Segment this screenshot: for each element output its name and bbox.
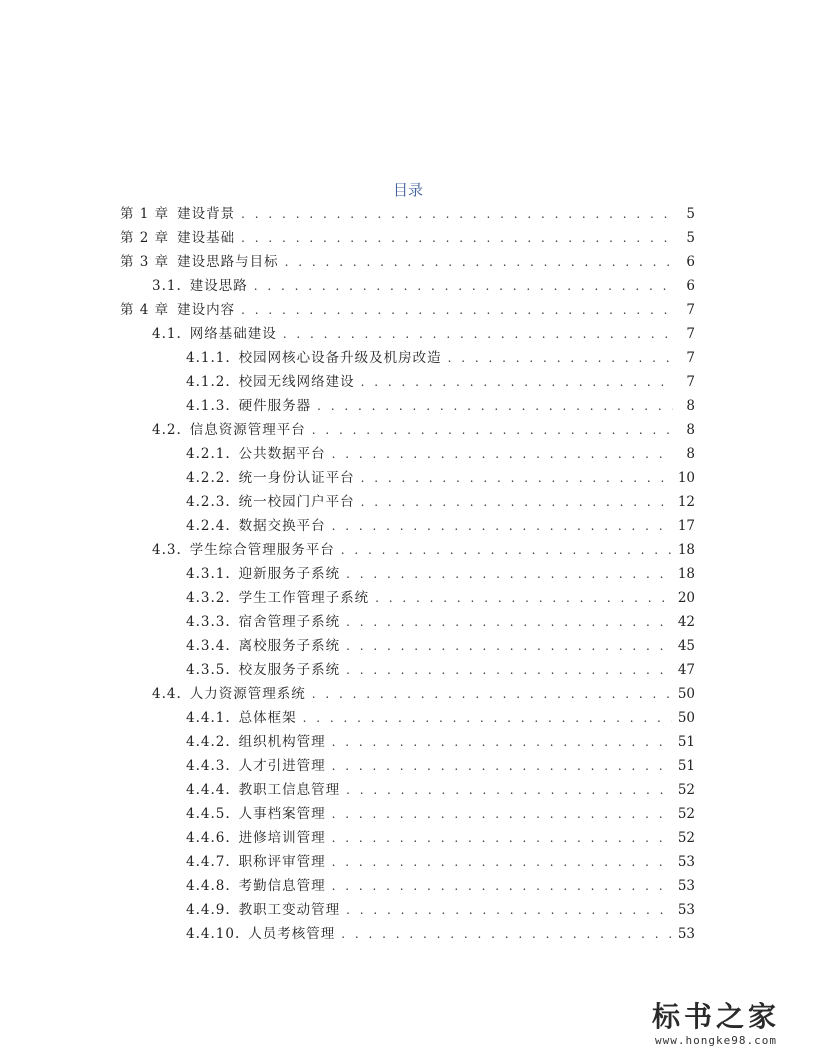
- toc-entry-number: 4.1.1.: [186, 350, 231, 366]
- toc-entry-number: 4.4.9.: [186, 902, 231, 918]
- toc-entry-title: 建设思路与目标: [177, 254, 279, 270]
- toc-dot-leader: [332, 875, 672, 897]
- toc-entry-title: 网络基础建设: [189, 326, 277, 342]
- toc-entry-page: 8: [686, 422, 695, 438]
- toc-dot-leader: [312, 683, 672, 705]
- toc-entry-number: 4.2.3.: [186, 494, 231, 510]
- toc-entry-title: 学生综合管理服务平台: [189, 542, 335, 558]
- toc-entry[interactable]: [186, 611, 695, 633]
- toc-entry[interactable]: [186, 635, 695, 657]
- toc-entry[interactable]: [120, 251, 695, 273]
- toc-entry-title: 人力资源管理系统: [189, 686, 306, 702]
- toc-entry[interactable]: [186, 371, 695, 393]
- toc-entry[interactable]: [186, 395, 695, 417]
- toc-entry-title: 建设内容: [177, 302, 236, 318]
- toc-dot-leader: [317, 395, 673, 417]
- toc-entry-title: 职称评审管理: [238, 854, 326, 870]
- toc-entry-title: 建设思路: [189, 278, 248, 294]
- toc-dot-leader: [285, 251, 673, 273]
- toc-entry-page: 51: [677, 758, 695, 774]
- toc-entry[interactable]: [186, 491, 695, 513]
- toc-entry-page: 47: [677, 662, 695, 678]
- toc-entry[interactable]: [186, 899, 695, 921]
- toc-entry-page: 8: [686, 398, 695, 414]
- watermark-url: www.hongke98.com: [655, 1034, 777, 1047]
- toc-entry[interactable]: [186, 923, 695, 945]
- toc-entry-number: 第 4 章: [120, 302, 170, 318]
- toc-entry-page: 5: [686, 230, 695, 246]
- toc-entry[interactable]: [186, 467, 695, 489]
- toc-entry[interactable]: [186, 851, 695, 873]
- toc-entry-page: 52: [677, 782, 695, 798]
- toc-dot-leader: [361, 371, 673, 393]
- toc-entry-page: 5: [686, 206, 695, 222]
- toc-entry-title: 人员考核管理: [248, 926, 336, 942]
- toc-title: 目录: [392, 181, 423, 199]
- toc-dot-leader: [346, 899, 672, 921]
- toc-dot-leader: [332, 755, 672, 777]
- toc-entry-number: 4.3.1.: [186, 566, 231, 582]
- toc-entry-number: 4.4.1.: [186, 710, 231, 726]
- toc-entry-page: 17: [677, 518, 695, 534]
- toc-entry-number: 4.3.: [152, 542, 182, 558]
- toc-entry-page: 52: [677, 830, 695, 846]
- toc-entry-title: 考勤信息管理: [238, 878, 326, 894]
- toc-entry-number: 第 1 章: [120, 206, 170, 222]
- toc-dot-leader: [361, 467, 672, 489]
- toc-entry-page: 42: [677, 614, 695, 630]
- toc-entry-number: 4.4.3.: [186, 758, 231, 774]
- toc-entry-number: 第 2 章: [120, 230, 170, 246]
- toc-entry-title: 组织机构管理: [238, 734, 326, 750]
- toc-dot-leader: [346, 563, 672, 585]
- toc-entry[interactable]: [186, 443, 695, 465]
- toc-entry-number: 4.2.4.: [186, 518, 231, 534]
- toc-dot-leader: [341, 923, 672, 945]
- toc-entry-title: 教职工变动管理: [238, 902, 341, 918]
- toc-entry-number: 4.4.8.: [186, 878, 231, 894]
- watermark-logo: [636, 1000, 796, 1048]
- toc-dot-leader: [332, 515, 672, 537]
- toc-entry-page: 51: [677, 734, 695, 750]
- toc-dot-leader: [346, 611, 672, 633]
- toc-entry-title: 教职工信息管理: [238, 782, 341, 798]
- toc-entry-number: 4.3.2.: [186, 590, 231, 606]
- toc-dot-leader: [375, 587, 672, 609]
- toc-entry[interactable]: [186, 827, 695, 849]
- toc-entry-title: 建设背景: [177, 206, 236, 222]
- toc-entry[interactable]: [152, 419, 695, 441]
- toc-entry-page: 18: [677, 542, 695, 558]
- toc-entry[interactable]: [186, 563, 695, 585]
- toc-entry-number: 4.4.: [152, 686, 182, 702]
- toc-entry-number: 4.2.2.: [186, 470, 231, 486]
- toc-entry-title: 统一校园门户平台: [238, 494, 355, 510]
- toc-entry-page: 53: [677, 854, 695, 870]
- toc-dot-leader: [332, 731, 672, 753]
- toc-entry-title: 学生工作管理子系统: [238, 590, 370, 606]
- toc-entry[interactable]: [186, 515, 695, 537]
- toc-entry-page: 50: [677, 710, 695, 726]
- toc-entry-page: 52: [677, 806, 695, 822]
- toc-entry-title: 公共数据平台: [238, 446, 326, 462]
- toc-entry-page: 53: [677, 926, 695, 942]
- toc-dot-leader: [346, 659, 672, 681]
- toc-entry-number: 4.3.4.: [186, 638, 231, 654]
- toc-dot-leader: [346, 779, 672, 801]
- toc-entry-number: 第 3 章: [120, 254, 170, 270]
- toc-entry-title: 总体框架: [238, 710, 297, 726]
- toc-dot-leader: [448, 347, 673, 369]
- toc-entry[interactable]: [120, 227, 695, 249]
- toc-entry-number: 4.2.1.: [186, 446, 231, 462]
- toc-entry-page: 7: [686, 350, 695, 366]
- toc-dot-leader: [241, 227, 673, 249]
- toc-entry-number: 4.4.2.: [186, 734, 231, 750]
- toc-dot-leader: [341, 539, 672, 561]
- toc-entry[interactable]: [186, 875, 695, 897]
- toc-entry-number: 4.3.5.: [186, 662, 231, 678]
- toc-entry[interactable]: [152, 275, 695, 297]
- toc-entry[interactable]: [186, 659, 695, 681]
- toc-entry[interactable]: [120, 203, 695, 225]
- toc-entry-page: 12: [677, 494, 695, 510]
- toc-entry[interactable]: [152, 323, 695, 345]
- toc-entry-number: 4.4.4.: [186, 782, 231, 798]
- toc-entry-title: 校园网核心设备升级及机房改造: [238, 350, 442, 366]
- toc-dot-leader: [346, 635, 672, 657]
- toc-entry-number: 4.2.: [152, 422, 182, 438]
- toc-entry-page: 50: [677, 686, 695, 702]
- toc-dot-leader: [241, 299, 673, 321]
- toc-entry-page: 20: [677, 590, 695, 606]
- toc-dot-leader: [283, 323, 673, 345]
- toc-entry-title: 校友服务子系统: [238, 662, 341, 678]
- toc-entry-title: 建设基础: [177, 230, 236, 246]
- toc-entry-page: 7: [686, 302, 695, 318]
- watermark-main-text: 标书之家: [651, 1000, 780, 1033]
- toc-entry-number: 4.1.3.: [186, 398, 231, 414]
- toc-dot-leader: [332, 803, 672, 825]
- toc-dot-leader: [303, 707, 672, 729]
- toc-dot-leader: [332, 827, 672, 849]
- toc-entry-title: 校园无线网络建设: [238, 374, 355, 390]
- toc-dot-leader: [361, 491, 672, 513]
- toc-dot-leader: [312, 419, 673, 441]
- toc-entry[interactable]: [186, 731, 695, 753]
- toc-entry-title: 离校服务子系统: [238, 638, 341, 654]
- toc-entry-number: 4.1.: [152, 326, 182, 342]
- toc-entry-page: 8: [686, 446, 695, 462]
- toc-entry[interactable]: [186, 707, 695, 729]
- toc-entry-title: 迎新服务子系统: [238, 566, 341, 582]
- toc-dot-leader: [254, 275, 673, 297]
- toc-entry[interactable]: [152, 539, 695, 561]
- toc-entry-page: 7: [686, 326, 695, 342]
- toc-entry-title: 数据交换平台: [238, 518, 326, 534]
- toc-entry-title: 信息资源管理平台: [189, 422, 306, 438]
- toc-entry-page: 53: [677, 902, 695, 918]
- toc-entry[interactable]: [186, 755, 695, 777]
- toc-entry-page: 45: [677, 638, 695, 654]
- toc-entry[interactable]: [186, 803, 695, 825]
- toc-entry-title: 人才引进管理: [238, 758, 326, 774]
- toc-entry-number: 4.3.3.: [186, 614, 231, 630]
- toc-entry-number: 3.1.: [152, 278, 182, 294]
- toc-entry-number: 4.4.10.: [186, 926, 241, 942]
- toc-entry-number: 4.1.2.: [186, 374, 231, 390]
- toc-dot-leader: [332, 443, 673, 465]
- toc-entry-title: 人事档案管理: [238, 806, 326, 822]
- toc-entry[interactable]: [186, 779, 695, 801]
- toc-entry-number: 4.4.6.: [186, 830, 231, 846]
- toc-entry-page: 6: [686, 278, 695, 294]
- toc-dot-leader: [241, 203, 673, 225]
- toc-entry-title: 统一身份认证平台: [238, 470, 355, 486]
- toc-entry-title: 宿舍管理子系统: [238, 614, 341, 630]
- toc-entry-title: 进修培训管理: [238, 830, 326, 846]
- toc-entry-page: 18: [677, 566, 695, 582]
- toc-entry[interactable]: [152, 683, 695, 705]
- toc-entry[interactable]: [186, 587, 695, 609]
- toc-entry[interactable]: [120, 299, 695, 321]
- toc-entry-page: 7: [686, 374, 695, 390]
- toc-entry-page: 10: [677, 470, 695, 486]
- toc-entry[interactable]: [186, 347, 695, 369]
- toc-entry-title: 硬件服务器: [238, 398, 312, 414]
- toc-entry-page: 53: [677, 878, 695, 894]
- toc-dot-leader: [332, 851, 672, 873]
- toc-entry-number: 4.4.7.: [186, 854, 231, 870]
- toc-entry-page: 6: [686, 254, 695, 270]
- toc-entry-number: 4.4.5.: [186, 806, 231, 822]
